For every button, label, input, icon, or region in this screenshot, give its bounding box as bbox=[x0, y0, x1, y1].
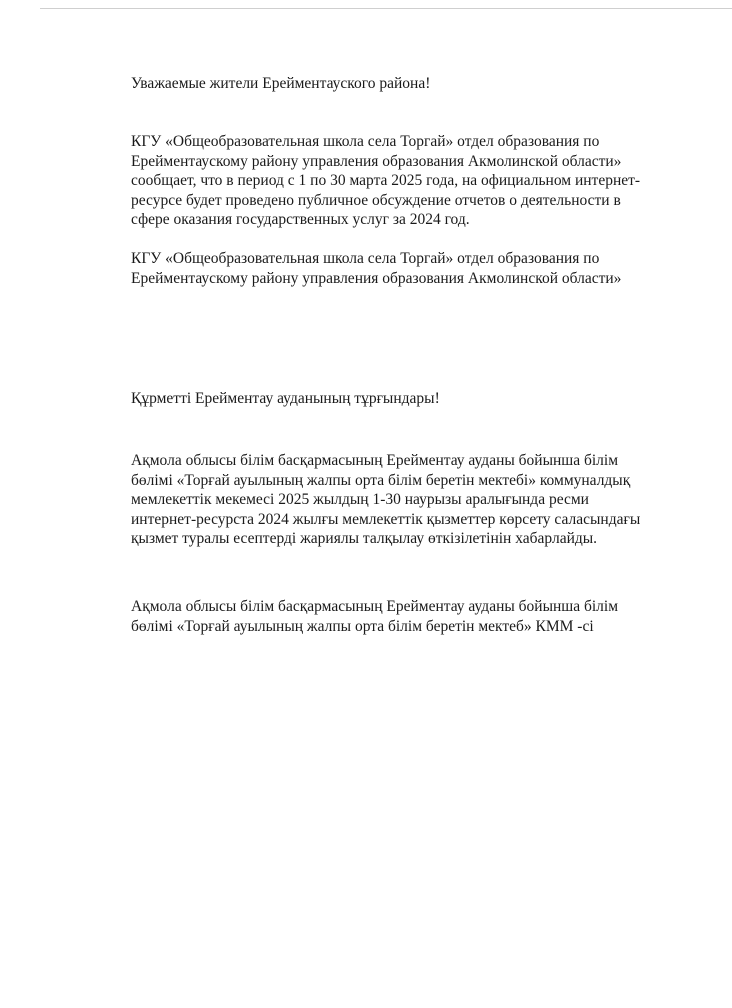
ru-paragraph-line: Ерейментаускому району управления образования Акмолинской области» bbox=[131, 152, 622, 170]
ru-announcement-paragraph bbox=[131, 132, 691, 230]
ru-signature-line: КГУ «Общеобразовательная школа села Торгай» отдел образования по bbox=[131, 250, 600, 267]
ru-paragraph-line: сообщает, что в период с 1 по 30 марта 2025 года, на официальном интернет- bbox=[131, 172, 641, 189]
kz-paragraph-line: мемлекеттік мекемесі 2025 жылдың 1-30 наурызы аралығында ресми bbox=[131, 491, 589, 508]
ru-greeting bbox=[131, 74, 691, 94]
kz-signature bbox=[131, 597, 691, 636]
kz-signature-line: бөлімі «Торғай ауылының жалпы орта білім беретін мектеб» КММ -сі bbox=[131, 617, 594, 635]
kz-greeting-text: Құрметті Ерейментау ауданының тұрғындары! bbox=[131, 390, 440, 407]
kz-signature-line: Ақмола облысы білім басқармасының Ерейментау ауданы бойынша білім bbox=[131, 598, 619, 615]
ru-signature bbox=[131, 249, 691, 288]
ru-paragraph-line: сфере оказания государственных услуг за 2024 год. bbox=[131, 211, 470, 228]
ru-paragraph-line: ресурсе будет проведено публичное обсуждение отчетов о деятельности в bbox=[131, 191, 621, 209]
scan-top-edge bbox=[40, 8, 732, 9]
kz-paragraph-line: қызмет туралы есептерді жариялы талқылау өткізілетінін хабарлайды. bbox=[131, 530, 598, 547]
kz-paragraph-line: бөлімі «Торғай ауылының жалпы орта білім беретін мектебі» коммуналдық bbox=[131, 471, 631, 489]
kz-announcement-paragraph bbox=[131, 451, 691, 549]
kz-paragraph-line: Ақмола облысы білім басқармасының Ерейментау ауданы бойынша білім bbox=[131, 452, 619, 469]
kz-greeting bbox=[131, 389, 691, 409]
ru-signature-line: Ерейментаускому району управления образования Акмолинской области» bbox=[131, 269, 622, 287]
kz-paragraph-line: интернет-ресурста 2024 жылғы мемлекеттік қызметтер көрсету саласындағы bbox=[131, 510, 641, 528]
ru-greeting-text: Уважаемые жители Ерейментауского района! bbox=[131, 75, 431, 92]
ru-paragraph-line: КГУ «Общеобразовательная школа села Торгай» отдел образования по bbox=[131, 133, 600, 150]
